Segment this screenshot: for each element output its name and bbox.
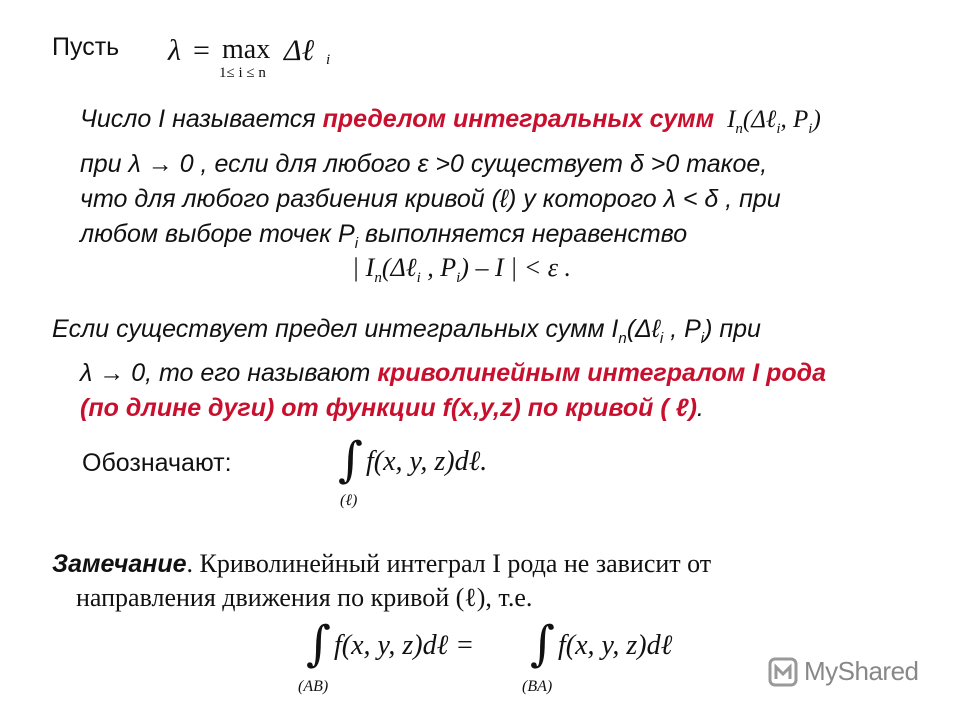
- definition-n-subscript: n: [735, 121, 743, 137]
- inequality-n: n: [374, 270, 382, 286]
- definition-line4-subscript: i: [354, 235, 359, 252]
- definition-block: [80, 102, 928, 261]
- definition-In: I: [727, 106, 736, 133]
- integral-def-n: n: [618, 330, 627, 347]
- intro-delta-l: Δℓ: [284, 34, 315, 67]
- definition-line3: что для любого разбиения кривой (ℓ) у которого λ < δ , при: [80, 185, 781, 213]
- equality-right-expression: f(x, y, z)dℓ: [558, 630, 673, 661]
- equality-right-limit: (BA): [522, 678, 553, 695]
- intro-equals: =: [193, 34, 210, 67]
- inequality-b: (Δℓ: [381, 253, 417, 282]
- myshared-logo-icon: [768, 657, 798, 687]
- definition-args-close: ): [812, 106, 821, 133]
- inequality-d: ) – I | < ε .: [460, 253, 572, 282]
- remark-line2: направления движения по кривой (ℓ), т.е.: [76, 583, 533, 612]
- integral-sign-icon: ∫: [338, 432, 364, 488]
- integral-right-sign-icon: ∫: [530, 616, 556, 672]
- notation-label: Обозначают:: [82, 449, 232, 477]
- intro-max: max: [222, 34, 271, 65]
- remark-line1: [52, 546, 711, 582]
- integral-left-sign-icon: ∫: [306, 616, 332, 672]
- notation-expression: f(x, y, z)dℓ.: [366, 446, 488, 477]
- definition-args-open: (Δℓ: [742, 106, 777, 133]
- definition-line1-text: Число I называется: [80, 105, 316, 133]
- intro-index-i: i: [326, 52, 331, 68]
- integral-def-close: ) при: [704, 315, 761, 343]
- definition-line4-rest: выполняется неравенство: [358, 220, 688, 248]
- definition-line2: при λ → 0 , если для любого ε >0 существует δ >0 такое,: [80, 150, 768, 178]
- integral-def-highlight-arc: (по длине дуги) от функции f(x,y,z) по кривой ( ℓ): [80, 394, 697, 422]
- inequality-i: i: [416, 270, 421, 286]
- equality-left-expression: f(x, y, z)dℓ =: [334, 630, 475, 661]
- watermark: [768, 656, 919, 687]
- integral-def-pi: i: [700, 330, 705, 347]
- intro-max-limit: 1≤ i ≤ n: [219, 65, 266, 81]
- definition-i-subscript: i: [776, 121, 781, 137]
- intro-label: Пусть: [52, 33, 120, 61]
- equality-left-limit: (AB): [298, 678, 329, 695]
- inequality-a: | I: [352, 253, 375, 282]
- definition-highlight-sums: пределом интегральных сумм: [322, 105, 715, 133]
- integral-definition-block: [52, 312, 928, 426]
- inequality: [352, 250, 571, 296]
- integral-def-line2: λ → 0, то его называют: [80, 359, 371, 387]
- integral-def-period: .: [696, 394, 704, 422]
- inequality-pi: i: [456, 270, 461, 286]
- watermark-text: MyShared: [804, 656, 919, 686]
- definition-args-p: , P: [780, 106, 809, 133]
- intro-lambda: λ: [168, 34, 181, 67]
- integral-def-i: i: [659, 330, 664, 347]
- notation-limit: (ℓ): [340, 492, 358, 509]
- inequality-c: , P: [420, 253, 457, 282]
- definition-line4-text: любом выборе точек P: [80, 220, 355, 248]
- definition-pi-subscript: i: [808, 121, 813, 137]
- integral-def-args: (Δℓ: [626, 315, 660, 343]
- integral-def-p: , P: [663, 315, 701, 343]
- integral-def-highlight-name: криволинейным интегралом I рода: [377, 359, 826, 387]
- remark-text: . Криволинейный интеграл I рода не зависит от: [186, 549, 712, 578]
- remark-label: Замечание: [52, 550, 187, 578]
- integral-def-line1: Если существует предел интегральных сумм I: [52, 315, 619, 343]
